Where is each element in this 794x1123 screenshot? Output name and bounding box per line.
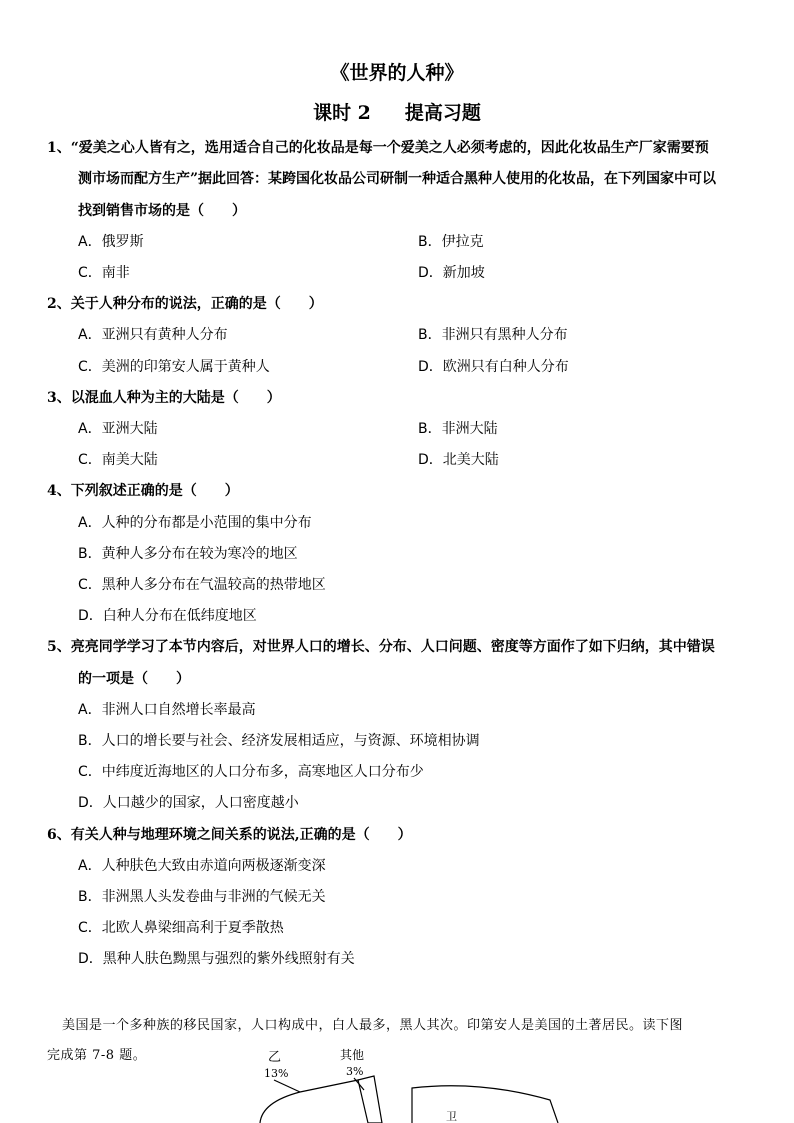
q5-option-b: B．人口的增长要与社会、经济发展相适应，与资源、环境相协调	[78, 733, 480, 749]
q4-option-d: D．白种人分布在低纬度地区	[78, 608, 257, 624]
document-title: 《世界的人种》	[330, 62, 464, 84]
question-6-line-1: 6、有关人种与地理环境之间关系的说法,正确的是（ ）	[47, 827, 412, 843]
passage-line-1: 美国是一个多种族的移民国家，人口构成中，白人最多，黑人其次。印第安人是美国的土著居民。读下图	[62, 1018, 684, 1033]
q1-option-c: C．南非	[78, 265, 130, 281]
q4-option-a: A．人种的分布都是小范围的集中分布	[78, 515, 312, 531]
q6-option-b: B．非洲黑人头发卷曲与非洲的气候无关	[78, 889, 326, 905]
document-subtitle	[0, 98, 794, 125]
q3-option-a: A．亚洲大陆	[78, 421, 158, 437]
q3-option-b: B．非洲大陆	[418, 421, 498, 437]
q5-option-d: D．人口越少的国家，人口密度越小	[78, 795, 299, 811]
question-3-line-1: 3、以混血人种为主的大陆是（ ）	[47, 390, 281, 406]
question-4-line-1: 4、下列叙述正确的是（ ）	[47, 483, 239, 499]
question-5-line-1: 5、亮亮同学学习了本节内容后，对世界人口的增长、分布、人口问题、密度等方面作了如下归纳，其中错误	[47, 639, 715, 655]
q2-option-a: A．亚洲只有黄种人分布	[78, 327, 228, 343]
q2-option-d: D．欧洲只有白种人分布	[418, 359, 569, 375]
subtitle-name: 提高习题	[404, 102, 481, 124]
q1-option-a: A．俄罗斯	[78, 234, 144, 250]
q3-option-c: C．南美大陆	[78, 452, 158, 468]
question-5-line-2: 的一项是（ ）	[78, 671, 190, 687]
q4-option-b: B．黄种人多分布在较为寒冷的地区	[78, 546, 298, 562]
q2-option-c: C．美洲的印第安人属于黄种人	[78, 359, 270, 375]
q2-option-b: B．非洲只有黑种人分布	[418, 327, 568, 343]
pie-slice-yi	[260, 1080, 368, 1123]
label-yi: 乙	[268, 1050, 282, 1065]
label-other: 其他	[340, 1048, 365, 1062]
q5-option-a: A．非洲人口自然增长率最高	[78, 702, 256, 718]
q5-option-c: C．中纬度近海地区的人口分布多，高寒地区人口分布少	[78, 764, 424, 780]
pie-slice-partial-label: 卫	[446, 1110, 457, 1123]
q3-option-d: D．北美大陆	[418, 452, 499, 468]
subtitle-lesson: 课时 2	[313, 102, 371, 124]
population-pie-figure	[240, 1040, 560, 1123]
label-yi-percent: 13%	[264, 1067, 289, 1080]
q1-option-d: D．新加坡	[418, 265, 485, 281]
q6-option-c: C．北欧人鼻梁细高利于夏季散热	[78, 920, 284, 936]
q1-option-b: B．伊拉克	[418, 234, 484, 250]
q6-option-a: A．人种肤色大致由赤道向两极逐渐变深	[78, 858, 326, 874]
passage-line-2: 完成第 7-8 题。	[47, 1048, 147, 1063]
pie-main-arc	[412, 1086, 558, 1123]
leader-line-yi	[274, 1080, 300, 1092]
question-1-line-3: 找到销售市场的是（ ）	[78, 203, 246, 219]
q4-option-c: C．黑种人多分布在气温较高的热带地区	[78, 577, 326, 593]
pie-slice-other	[358, 1076, 382, 1123]
question-1-line-1: 1、“爱美之心人皆有之，选用适合自己的化妆品是每一个爱美之人必须考虑的，因此化妆品生产厂家需要预	[47, 140, 709, 156]
question-2-line-1: 2、关于人种分布的说法，正确的是（ ）	[47, 296, 323, 312]
q6-option-d: D．黑种人肤色黝黑与强烈的紫外线照射有关	[78, 951, 355, 967]
question-1-line-2: 测市场而配方生产”据此回答：某跨国化妆品公司研制一种适合黑种人使用的化妆品，在下列国家中可以	[78, 171, 717, 187]
label-other-percent: 3%	[346, 1065, 364, 1078]
